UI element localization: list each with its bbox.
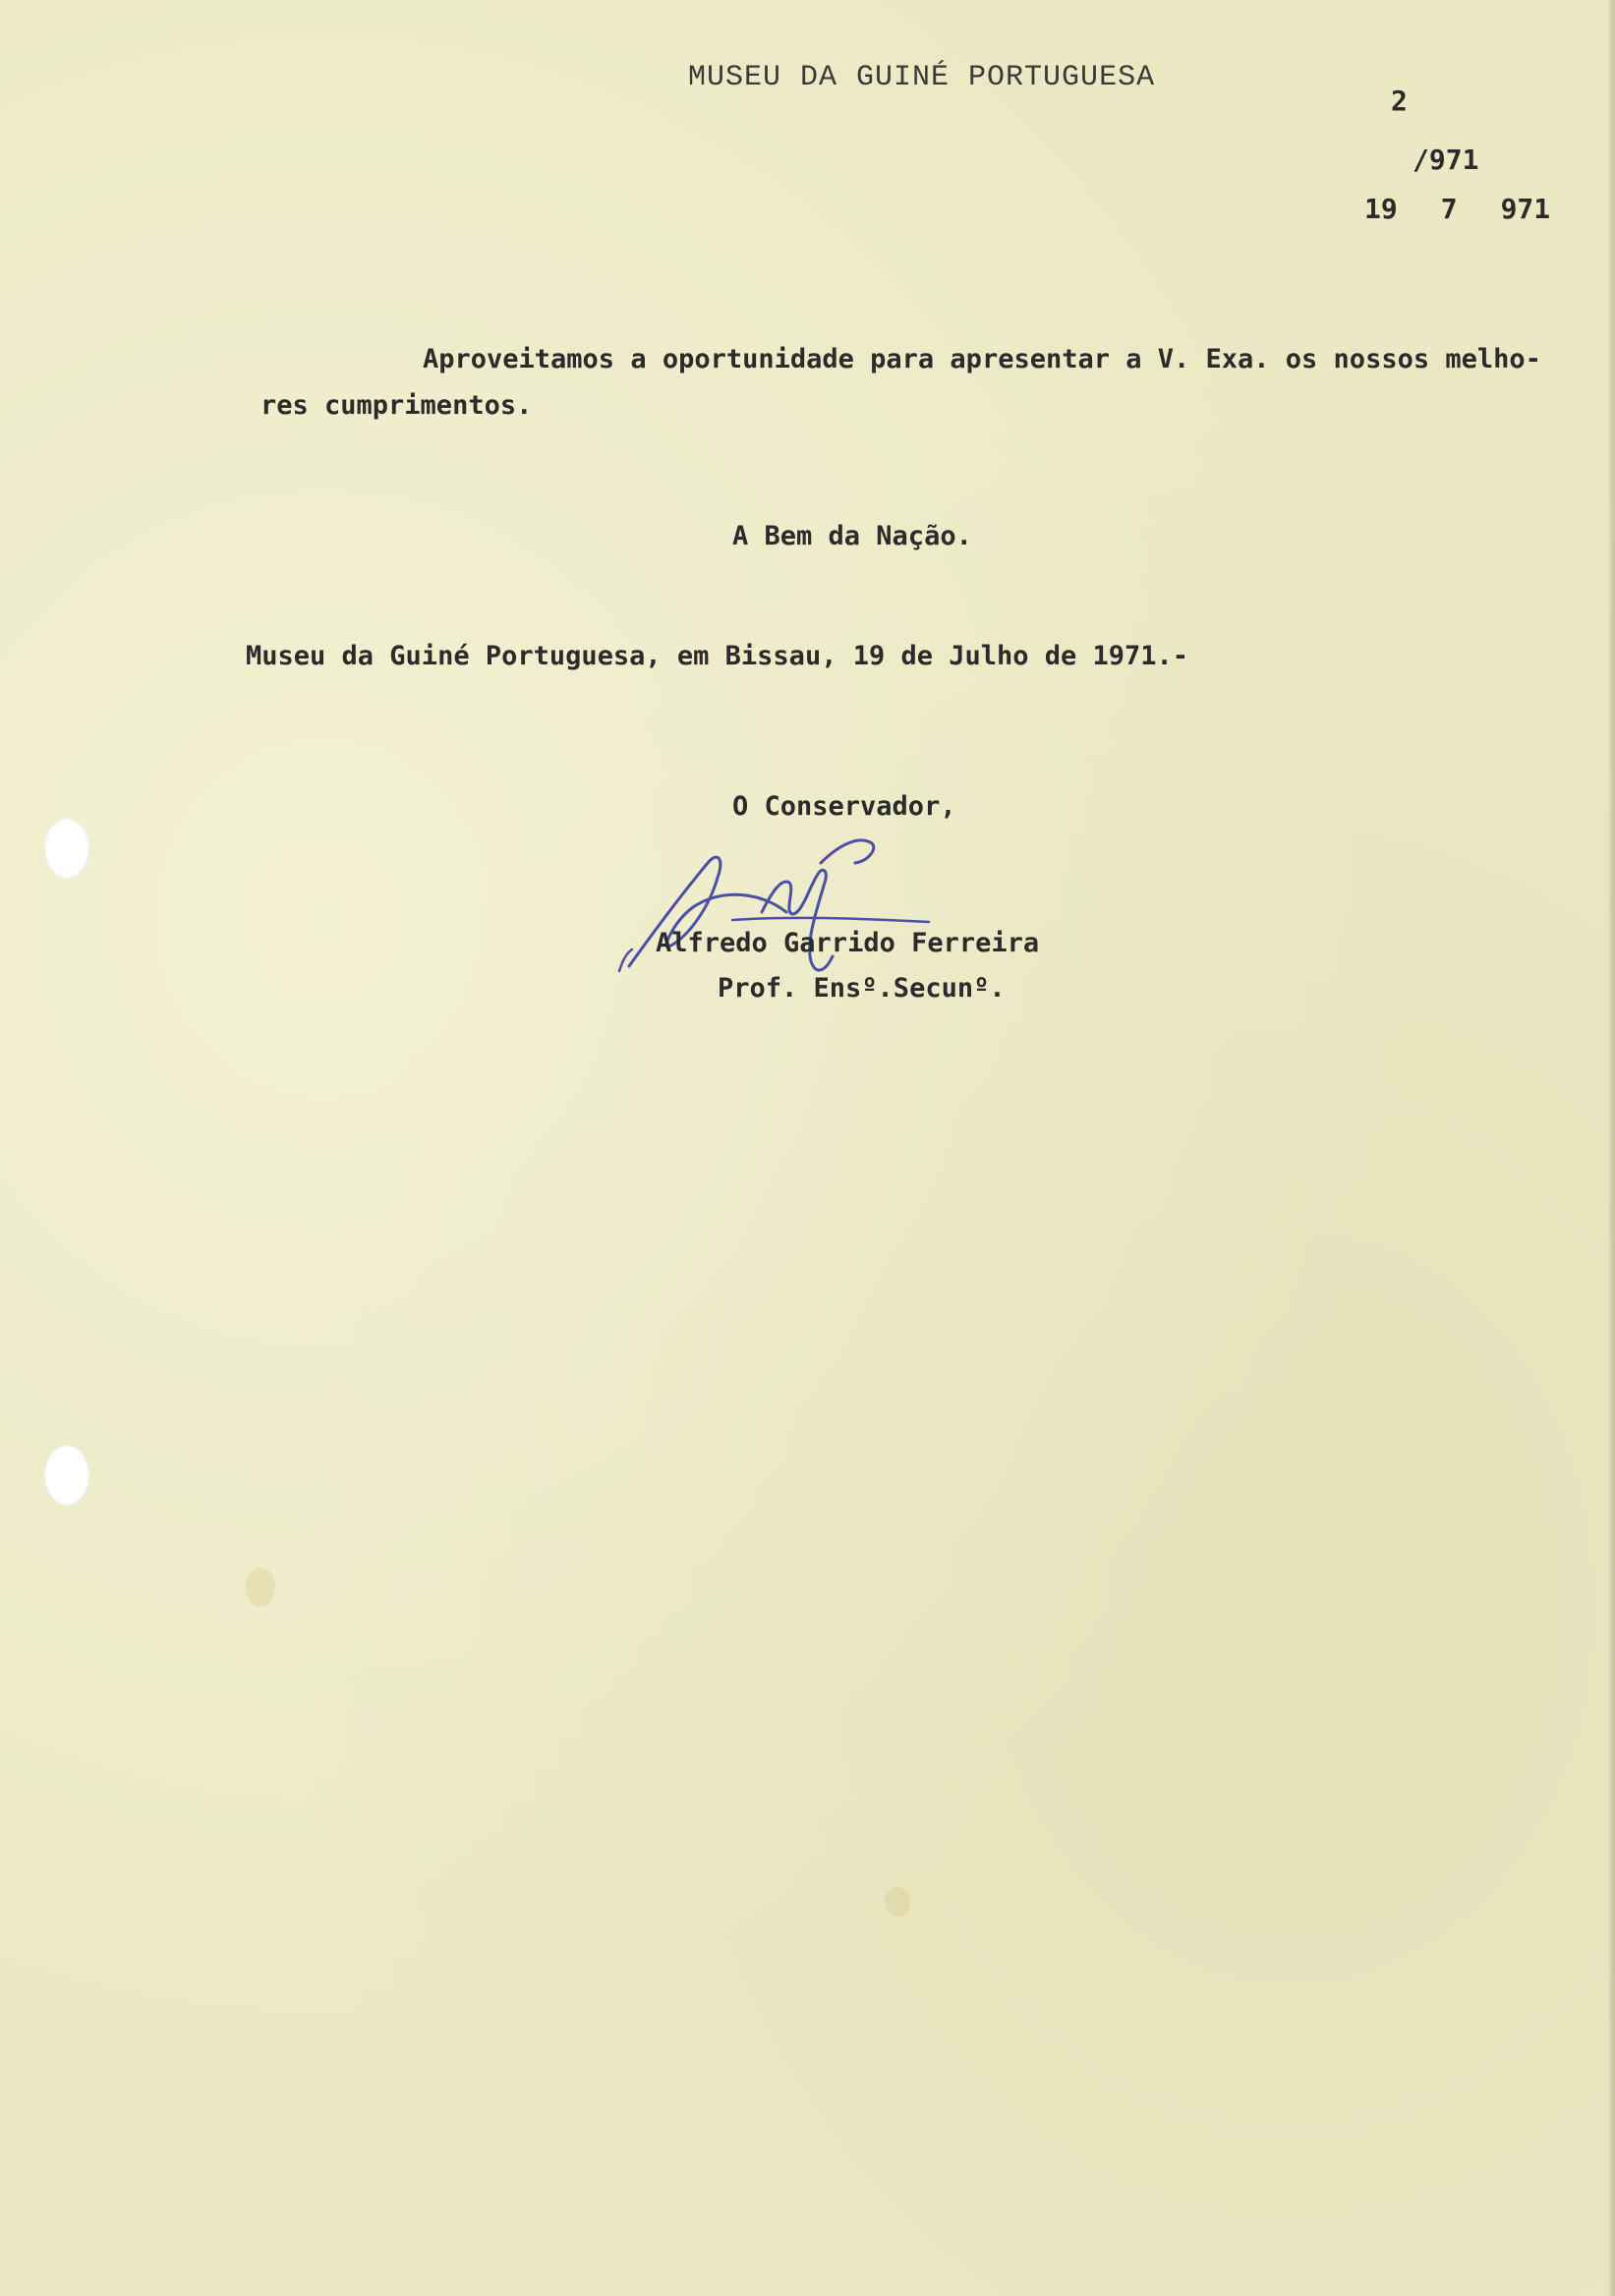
paper-stain bbox=[885, 1887, 910, 1917]
body-paragraph-line-1: Aproveitamos a oportunidade para apresentar a V. Exa. os nossos melho- bbox=[423, 344, 1541, 374]
reference-number: 2 bbox=[1391, 85, 1408, 117]
reference-date bbox=[1364, 193, 1550, 225]
page-edge-shadow bbox=[1607, 0, 1615, 2296]
punch-hole-top bbox=[44, 818, 89, 879]
letterhead-institution: MUSEU DA GUINÉ PORTUGUESA bbox=[688, 61, 1156, 94]
paper-stain bbox=[246, 1568, 275, 1607]
signatory-name: Alfredo Garrido Ferreira bbox=[656, 928, 1040, 958]
signatory-title: O Conservador, bbox=[732, 791, 956, 822]
place-and-date: Museu da Guiné Portuguesa, em Bissau, 19 de Julho de 1971.- bbox=[246, 641, 1189, 671]
salutation: A Bem da Nação. bbox=[732, 521, 972, 551]
reference-year: /971 bbox=[1413, 144, 1479, 176]
reference-date-year: 971 bbox=[1500, 193, 1551, 225]
reference-date-day: 19 bbox=[1364, 193, 1398, 225]
body-paragraph-line-2: res cumprimentos. bbox=[260, 390, 533, 421]
reference-date-month: 7 bbox=[1440, 193, 1458, 225]
handwritten-signature bbox=[614, 824, 949, 991]
signatory-rank: Prof. Ensº.Secunº. bbox=[718, 973, 1006, 1004]
punch-hole-bottom bbox=[44, 1445, 89, 1506]
